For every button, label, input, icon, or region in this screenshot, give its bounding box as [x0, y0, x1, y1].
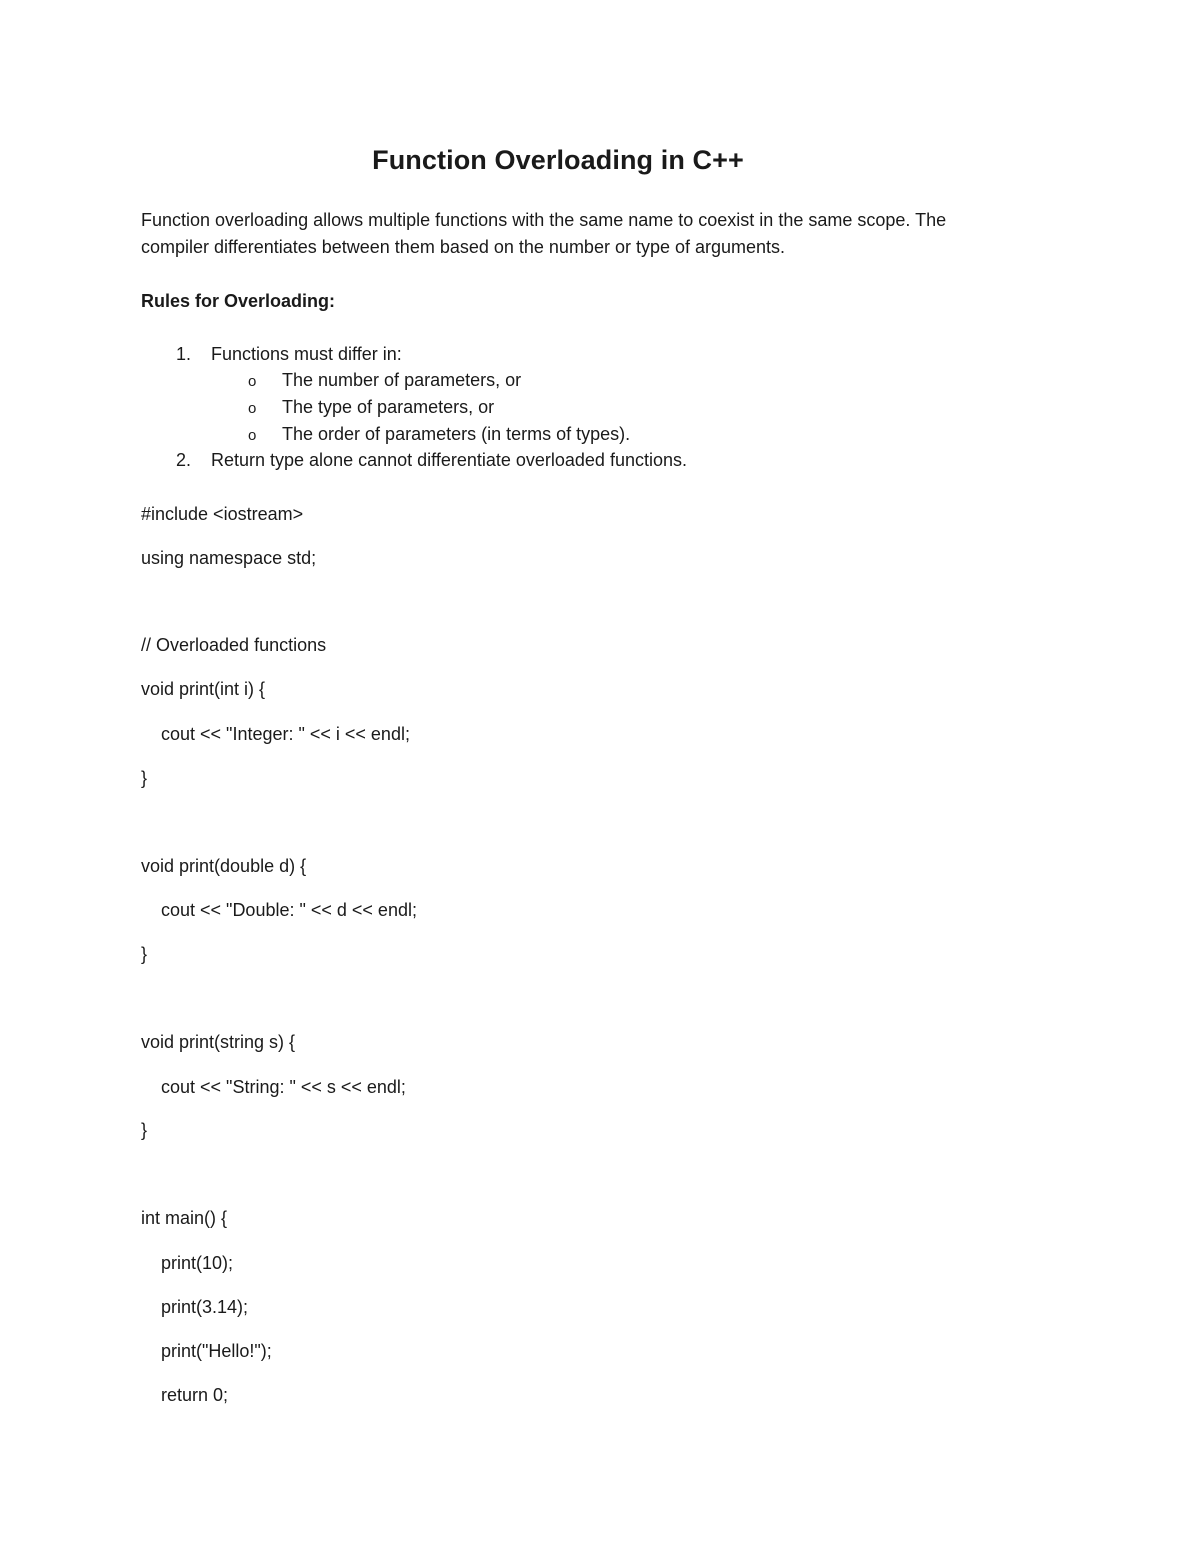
code-line: print(3.14);	[161, 1297, 249, 1317]
rules-heading: Rules for Overloading:	[141, 291, 336, 311]
code-line: #include <iostream>	[141, 504, 304, 524]
code-line: print(10);	[161, 1253, 234, 1273]
sub-bullet: o	[248, 400, 257, 417]
code-line: cout << "String: " << s << endl;	[161, 1077, 406, 1097]
sub-item-text: The number of parameters, or	[282, 370, 522, 390]
code-line: cout << "Integer: " << i << endl;	[161, 724, 410, 744]
code-line: cout << "Double: " << d << endl;	[161, 900, 417, 920]
code-line: void print(string s) {	[141, 1032, 296, 1052]
sub-item-text: The type of parameters, or	[282, 397, 495, 417]
code-line: print("Hello!");	[161, 1341, 272, 1361]
code-line: using namespace std;	[141, 548, 317, 568]
code-line: // Overloaded functions	[141, 635, 327, 655]
page-title: Function Overloading in C++	[372, 145, 744, 175]
rule-text: Functions must differ in:	[211, 344, 402, 364]
code-line: void print(double d) {	[141, 856, 307, 876]
sub-bullet: o	[248, 373, 257, 390]
intro-line-1: Function overloading allows multiple functions with the same name to coexist in the same scope. The	[141, 210, 947, 230]
code-line: return 0;	[161, 1385, 229, 1405]
rule-number: 2.	[176, 450, 192, 470]
code-line: }	[141, 944, 148, 964]
code-line: }	[141, 768, 148, 788]
sub-bullet: o	[248, 427, 257, 444]
code-line: int main() {	[141, 1208, 228, 1228]
rule-number: 1.	[176, 344, 192, 364]
code-line: void print(int i) {	[141, 679, 266, 699]
sub-item-text: The order of parameters (in terms of types).	[282, 424, 631, 444]
rule-text: Return type alone cannot differentiate overloaded functions.	[211, 450, 687, 470]
code-line: }	[141, 1120, 148, 1140]
intro-line-2: compiler differentiates between them based on the number or type of arguments.	[141, 237, 786, 257]
